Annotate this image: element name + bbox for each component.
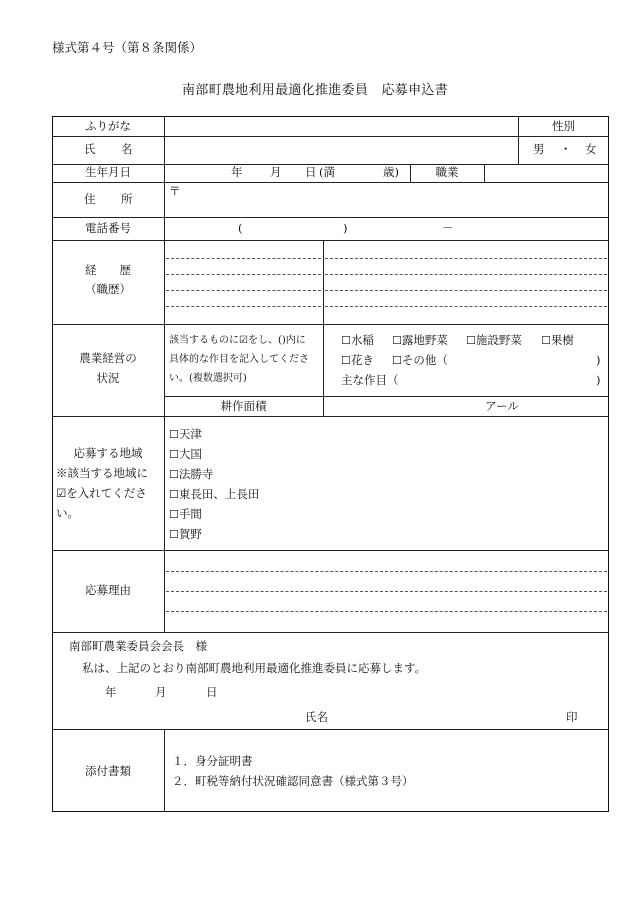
age-close-label: 歳) [383, 165, 399, 179]
checkbox-icon[interactable]: ☐ [169, 528, 179, 541]
region-option-amatsu[interactable]: ☐天津 [169, 427, 202, 441]
region-option-ookuni[interactable]: ☐大国 [169, 447, 202, 461]
seal-mark: 印 [566, 710, 578, 724]
addressee: 南部町農業委員会会長 様 [69, 639, 207, 653]
checkbox-icon[interactable]: ☐ [341, 334, 351, 347]
history-label: 経 歴 [85, 263, 131, 277]
region-option-tema[interactable]: ☐手間 [169, 507, 202, 521]
region-option-kano[interactable]: ☐賀野 [169, 527, 202, 541]
checkbox-icon[interactable]: ☐ [169, 428, 179, 441]
farming-label-2: 状況 [96, 371, 120, 385]
cultivated-area-unit: アール [485, 399, 519, 413]
gender-separator: ・ [560, 142, 572, 156]
signature-name-label: 氏名 [305, 710, 328, 724]
checkbox-icon[interactable]: ☐ [169, 488, 179, 501]
other-close-paren: ) [596, 353, 601, 367]
checkbox-icon[interactable]: ☐ [392, 354, 402, 367]
phone-dash: － [442, 221, 454, 235]
name-label-2: 名 [121, 142, 133, 156]
declaration-statement: 私は、上記のとおり南部町農地利用最適化推進委員に応募します。 [82, 661, 427, 675]
crop-option-field-vegetables[interactable]: ☐露地野菜 [392, 333, 448, 347]
declaration-year: 年 [105, 685, 117, 699]
region-label-2: ※該当する地域に [56, 466, 148, 480]
crop-option-rice[interactable]: ☐水稲 [341, 333, 374, 347]
form-number: 様式第４号（第８条関係） [52, 40, 203, 55]
application-form-table [52, 116, 609, 812]
address-label-2: 所 [121, 192, 133, 206]
birth-month-label: 月 [270, 165, 282, 179]
cultivated-area-label: 耕作面積 [220, 399, 267, 413]
farming-note-1: 該当するものに☑をし、()内に [169, 335, 306, 346]
declaration-day: 日 [206, 685, 218, 699]
age-open-label: (満 [319, 165, 335, 179]
checkbox-icon[interactable]: ☐ [169, 508, 179, 521]
region-option-higashinagata[interactable]: ☐東長田、上長田 [169, 487, 260, 501]
farming-note-3: い。(複数選択可) [169, 373, 247, 384]
address-label-1: 住 [84, 192, 96, 206]
attachment-item: １．身分証明書 [172, 754, 253, 768]
attachments-label: 添付書類 [85, 764, 131, 778]
reason-label: 応募理由 [85, 583, 131, 597]
name-label-1: 氏 [84, 142, 96, 156]
crop-option-fruit-trees[interactable]: ☐果樹 [541, 333, 574, 347]
gender-female-option[interactable]: 女 [585, 142, 597, 156]
postal-mark: 〒 [169, 184, 181, 198]
phone-label: 電話番号 [85, 221, 131, 235]
region-label-3: ☑を入れてくださ [56, 486, 147, 500]
document-title: 南部町農地利用最適化推進委員 応募申込書 [181, 83, 448, 98]
occupation-label: 職業 [435, 165, 459, 179]
main-crop-close-paren: ) [596, 373, 601, 387]
checkbox-icon[interactable]: ☐ [541, 334, 551, 347]
birth-date-label: 生年月日 [85, 165, 131, 179]
attachment-item: ２．町税等納付状況確認同意書（様式第３号） [172, 774, 414, 788]
birth-year-label: 年 [231, 165, 243, 179]
region-label-1: 応募する地域 [73, 446, 143, 460]
main-crop-label: 主な作目（ [341, 373, 399, 387]
history-sub-label: （職歴） [85, 282, 131, 296]
birth-day-label: 日 [305, 165, 317, 179]
checkbox-icon[interactable]: ☐ [466, 334, 476, 347]
declaration-month: 月 [155, 685, 167, 699]
checkbox-icon[interactable]: ☐ [392, 334, 402, 347]
gender-label: 性別 [552, 119, 575, 133]
crop-option-flowers[interactable]: ☐花き [341, 353, 374, 367]
phone-paren-open: ( [238, 221, 243, 235]
farming-label-1: 農業経営の [79, 351, 137, 365]
furigana-label: ふりがな [85, 119, 131, 133]
gender-male-option[interactable]: 男 [533, 142, 545, 156]
checkbox-icon[interactable]: ☐ [169, 448, 179, 461]
region-option-hosshoji[interactable]: ☐法勝寺 [169, 467, 214, 481]
crop-option-other[interactable]: ☐その他（ [392, 353, 448, 367]
checkbox-icon[interactable]: ☐ [341, 354, 351, 367]
phone-paren-close: ) [343, 221, 348, 235]
region-label-4: い。 [56, 506, 79, 520]
checkbox-icon[interactable]: ☐ [169, 468, 179, 481]
crop-option-greenhouse-vegetables[interactable]: ☐施設野菜 [466, 333, 522, 347]
farming-note-2: 具体的な作目を記入してくださ [169, 354, 309, 365]
